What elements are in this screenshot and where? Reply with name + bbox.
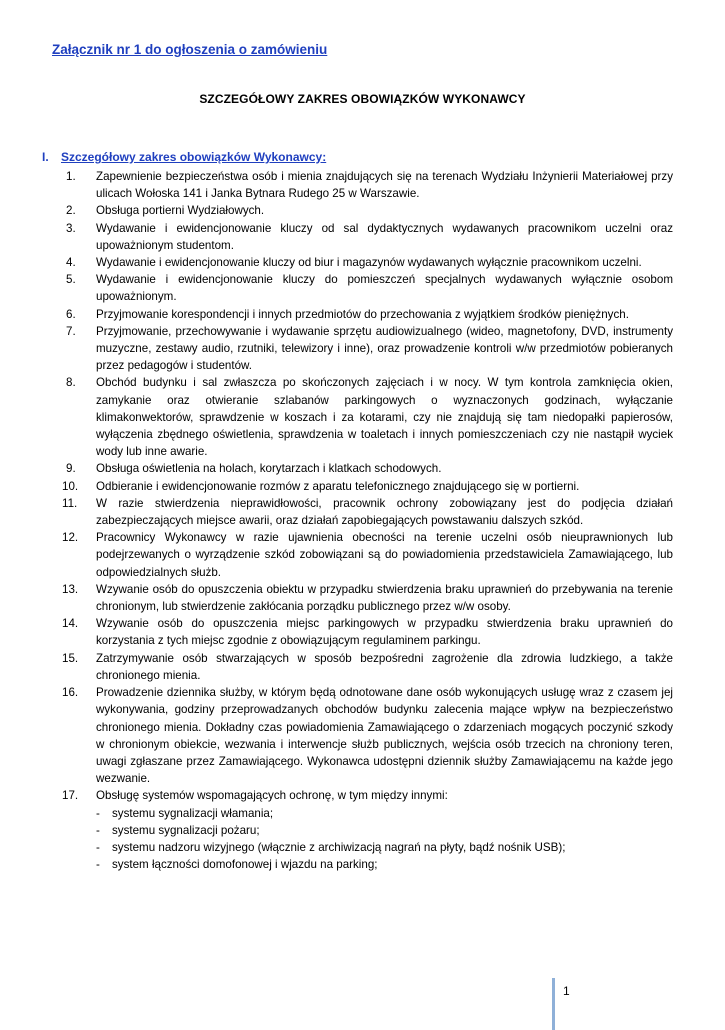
sublist-item-text: systemu sygnalizacji włamania; bbox=[112, 806, 274, 820]
section-heading bbox=[42, 150, 326, 164]
list-item bbox=[52, 684, 673, 787]
item-text: Obsługa oświetlenia na holach, korytarzach i klatkach schodowych. bbox=[96, 462, 442, 476]
dash-bullet: - bbox=[96, 858, 100, 872]
systems-sublist bbox=[96, 805, 673, 874]
sublist-item-text: systemu nadzoru wizyjnego (włącznie z archiwizacją nagrań na płyty, bądź nośnik USB); bbox=[112, 840, 566, 854]
item-number: 10. bbox=[62, 479, 79, 493]
list-item bbox=[52, 374, 673, 460]
dash-bullet: - bbox=[96, 806, 100, 820]
list-item bbox=[52, 581, 673, 615]
item-number: 9. bbox=[66, 462, 76, 476]
item-number: 13. bbox=[62, 582, 79, 596]
item-text: Wzywanie osób do opuszczenia obiektu w przypadku stwierdzenia braku uprawnień do przebywania na terenie chronionym, lub stwierdzenie zakłócania porządku publicznego przez w/w osoby. bbox=[96, 582, 673, 614]
item-text: Pracownicy Wykonawcy w razie ujawnienia obecności na terenie uczelni osób nieuprawnionych lub podejrzewanych o wyrządzenie szkód zobowiązani są do powiadomienia przedstawiciela Zamawiającego, lub odpowiedzialnych służb. bbox=[96, 531, 673, 579]
item-number: 12. bbox=[62, 531, 79, 545]
item-number: 15. bbox=[62, 651, 79, 665]
item-text: Wydawanie i ewidencjonowanie kluczy od biur i magazynów wydawanych wyłącznie pracownikom uczelni. bbox=[96, 256, 642, 270]
list-item bbox=[52, 323, 673, 375]
item-number: 5. bbox=[66, 273, 76, 287]
sublist-item-text: system łączności domofonowej i wjazdu na parking; bbox=[112, 858, 378, 872]
sublist-item-text: systemu sygnalizacji pożaru; bbox=[112, 823, 260, 837]
item-number: 2. bbox=[66, 204, 76, 218]
item-text: Obsługę systemów wspomagających ochronę, w tym między innymi: bbox=[96, 789, 448, 803]
list-item bbox=[52, 254, 673, 271]
item-number: 14. bbox=[62, 617, 79, 631]
item-number: 4. bbox=[66, 256, 76, 270]
list-item bbox=[52, 478, 673, 495]
item-number: 7. bbox=[66, 324, 76, 338]
item-number: 6. bbox=[66, 307, 76, 321]
item-text: Wydawanie i ewidencjonowanie kluczy od sal dydaktycznych wydawanych pracownikom uczelni oraz upoważnionym studentom. bbox=[96, 221, 673, 252]
page-number: 1 bbox=[552, 978, 570, 1030]
item-number: 3. bbox=[66, 221, 76, 235]
list-item bbox=[52, 271, 673, 305]
item-number: 17. bbox=[62, 789, 79, 803]
sublist-item bbox=[52, 839, 673, 856]
item-number: 8. bbox=[66, 376, 76, 390]
list-item bbox=[52, 495, 673, 529]
item-text: Odbieranie i ewidencjonowanie rozmów z aparatu telefonicznego znajdującego się w portierni. bbox=[96, 479, 580, 493]
sublist-item bbox=[52, 856, 673, 873]
item-number: 11. bbox=[62, 496, 78, 510]
list-item bbox=[52, 529, 673, 581]
item-text: Przyjmowanie korespondencji i innych przedmiotów do przechowania z wyjątkiem środków pieniężnych. bbox=[96, 307, 629, 321]
list-item bbox=[52, 615, 673, 649]
sublist-item bbox=[52, 805, 673, 822]
item-text: Obchód budynku i sal zwłaszcza po skończonych zajęciach i w nocy. W tym kontrola zamknięcia okien, zamykanie oraz otwieranie szlabanów parkingowych o wyznaczonych godzinach, wyłączanie klimakonwektorów, sprawdzenie w koszach i za kotarami, czy nie znajdują się tam niedopałki papierosów, wyłączenia zbędnego oświetlenia, sprawdzenia w toaletach i innych pomieszczeniach czy nie nastąpił wyciek wody lub inne awarie. bbox=[96, 376, 673, 459]
list-item bbox=[52, 460, 673, 477]
list-item bbox=[52, 220, 673, 254]
item-text: Zatrzymywanie osób stwarzających w sposób bezpośredni zagrożenie dla zdrowia ludzkiego, a także chronionego mienia. bbox=[96, 651, 673, 682]
sublist-item bbox=[52, 822, 673, 839]
item-text: Wydawanie i ewidencjonowanie kluczy do pomieszczeń specjalnych wydawanych wyłącznie osobom upoważnionym. bbox=[96, 273, 673, 304]
list-item bbox=[52, 168, 673, 202]
document-title: SZCZEGÓŁOWY ZAKRES OBOWIĄZKÓW WYKONAWCY bbox=[199, 92, 526, 106]
item-text: W razie stwierdzenia nieprawidłowości, pracownik ochrony zobowiązany jest do podjęcia działań zabezpieczających miejsce awarii, oraz działań zapobiegających powstawaniu dalszych szkód. bbox=[96, 496, 673, 528]
section-number: I. bbox=[42, 150, 49, 164]
duties-list bbox=[52, 168, 673, 873]
list-item bbox=[52, 202, 673, 219]
dash-bullet: - bbox=[96, 823, 100, 837]
list-item bbox=[52, 306, 673, 323]
item-text: Obsługa portierni Wydziałowych. bbox=[96, 204, 265, 218]
item-number: 16. bbox=[62, 686, 79, 700]
dash-bullet: - bbox=[96, 840, 100, 854]
item-text: Zapewnienie bezpieczeństwa osób i mienia znajdujących się na terenach Wydziału Inżynierii Materiałowej przy ulicach Wołoska 141 i Janka Bytnara Rudego 25 w Warszawie. bbox=[96, 170, 673, 201]
item-text: Prowadzenie dziennika służby, w którym będą odnotowane dane osób wykonujących usługę wraz z czasem jej wykonywania, godziny przeprowadzanych obchodów budynku zalecenia mające wpływ na bezpieczeństwo chronionego mienia. Dokładny czas powiadomienia Zamawiającego o zdarzeniach mogących poczynić szkody w chronionym obiekcie, wezwania i interwencje służb publicznych, wejścia osób trzecich na chroniony teren, uwagi zgłaszane przez Zamawiającego. Wykonawca udostępni dziennik służby Zamawiającemu na każde jego wezwanie. bbox=[96, 686, 673, 786]
item-number: 1. bbox=[66, 170, 76, 183]
section-title: Szczegółowy zakres obowiązków Wykonawcy: bbox=[61, 150, 327, 164]
list-item bbox=[52, 787, 673, 873]
annex-title: Załącznik nr 1 do ogłoszenia o zamówieniu bbox=[52, 42, 328, 57]
list-item bbox=[52, 650, 673, 684]
item-text: Przyjmowanie, przechowywanie i wydawanie sprzętu audiowizualnego (wideo, magnetofony, DVD, instrumenty muzyczne, zestawy audio, rzutniki, telewizory i inne), oraz prowadzenie kontroli w/w przedmiotów pobieranych przez pedagogów i studentów. bbox=[96, 324, 673, 373]
item-text: Wzywanie osób do opuszczenia miejsc parkingowych w przypadku stwierdzenia braku uprawnień do korzystania z tych miejsc zgodnie z obowiązującym regulaminem parkingu. bbox=[96, 617, 673, 648]
